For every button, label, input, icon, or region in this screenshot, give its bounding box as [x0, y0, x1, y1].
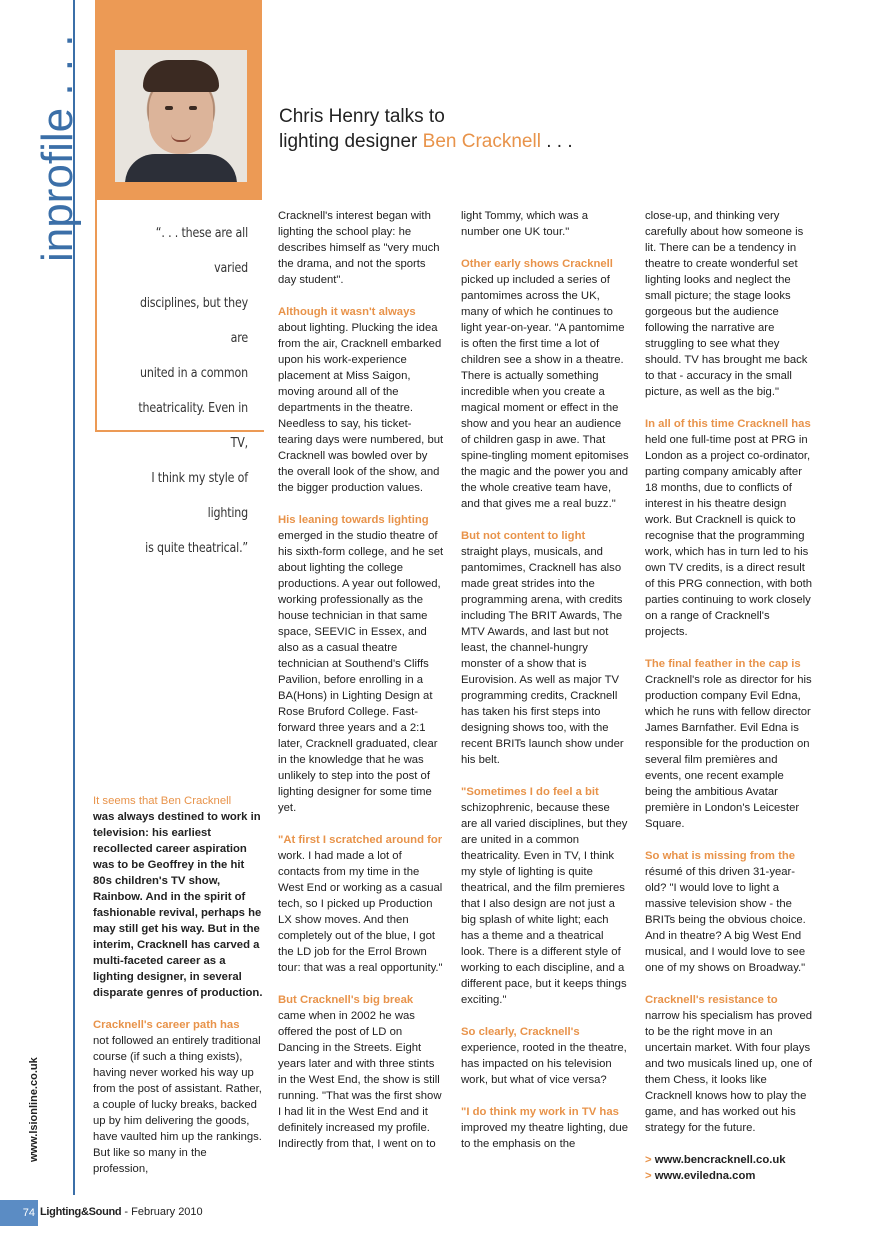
paragraph-body: schizophrenic, because these are all varied disciplines, but they are united in a common theatricality. Even in TV, I think my style of lighting is quite theatrical, and the film premieres that I also design are not just a big splash of white light; each has a theme and a theatrical look. There is a different style of working to each discipline, and a different pace, but it keeps things exciting.": [461, 802, 628, 1006]
paragraph-lead: Cracknell's resistance to: [645, 994, 778, 1006]
sidebar-website-url[interactable]: www.lsionline.co.uk: [28, 1057, 40, 1162]
paragraph-lead: In all of this time Cracknell has: [645, 418, 811, 430]
article-paragraph: close-up, and thinking very carefully about how someone is lit. There can be a tendency in theatre to create wonderful set lighting looks and neglect the small picture; the stage looks gorgeous but the audience following the narrative are struggling to see what they should. TV has brought me back to that - accuracy in the small picture, as well as the big.": [645, 210, 808, 398]
paragraph-body: emerged in the studio theatre of his sixth-form college, and he set about lighting the college productions. A year out followed, working professionally as the house technician in that same space, SEEVIC in Essex, and also as a casual theatre technician at Southend's Cliffs Pavilion, before enrolling in a BA(Hons) in Lighting Design at Rose Bruford College. Fast-forward three years and a 2:1 later, Cracknell graduated, clear in the knowledge that he was unlikely to step into the post of lighting designer for some time yet.: [278, 530, 444, 814]
article-paragraph: [645, 416, 813, 640]
paragraph-lead: Other early shows Cracknell: [461, 258, 613, 270]
page-number: 74: [0, 1200, 38, 1226]
paragraph-body: work. I had made a lot of contacts from my time in the West End or working as a casual tech, so I picked up Production LX show moves. And then completely out of the blue, I got the LD job for the Errol Brown tour: that was a real opportunity.": [278, 850, 443, 974]
pull-quote-line: disciplines, but they are: [139, 295, 248, 346]
article-paragraph: [278, 304, 446, 496]
issue-date: - February 2010: [121, 1206, 203, 1218]
paragraph-lead: "Sometimes I do feel a bit: [461, 786, 599, 798]
link-text[interactable]: www.bencracknell.co.uk: [654, 1154, 786, 1166]
headline-subject-name: Ben Cracknell: [422, 131, 541, 152]
paragraph-lead: His leaning towards lighting: [278, 514, 429, 526]
paragraph-lead: But Cracknell's big break: [278, 994, 414, 1006]
section-label: [33, 34, 82, 262]
paragraph-lead: Although it wasn't always: [278, 306, 416, 318]
section-label-text: inprofile: [33, 107, 82, 262]
pull-quote-line: united in a common: [140, 365, 248, 381]
paragraph-lead: Cracknell's career path has: [93, 1019, 240, 1031]
pull-quote-line: “. . . these are all varied: [155, 225, 248, 276]
paragraph-body: held one full-time post at PRG in London as a project co-ordinator, parting company amicably after 18 months, due to conflicts of interest in his theatre design work. But Cracknell is quick to recognise that the programming work, which has in turn led to his own TV credits, is a direct result of this PRG connection, with both parties continuing to work closely on a range of Cracknell's projects.: [645, 434, 813, 638]
paragraph-lead: So what is missing from the: [645, 850, 796, 862]
article-paragraph: [278, 512, 446, 816]
pull-quote: [133, 216, 248, 566]
article-column-2: [278, 208, 446, 1168]
paragraph-body: was always destined to work in television: his earliest recollected career aspiration was to be Geoffrey in the hit 80s children's TV show, Rainbow. And in the spirit of fashionable revival, perhaps he may still get his way. But in the interim, Cracknell has carved a multi-faceted career as a lighting designer, in several disparate genres of production.: [93, 811, 263, 999]
pull-quote-line: theatricality. Even in TV,: [138, 400, 248, 451]
link-arrow-icon: >: [645, 1154, 652, 1166]
article-paragraph: [461, 256, 629, 512]
article-paragraph: [645, 848, 813, 976]
link-text[interactable]: www.eviledna.com: [654, 1170, 756, 1182]
headline-line1: Chris Henry talks to: [279, 106, 445, 127]
headline-prefix: lighting designer: [279, 131, 423, 152]
article-paragraph: Cracknell's interest began with lighting the school play: he describes himself as "very much the drama, and not the sports day student".: [278, 210, 440, 286]
paragraph-lead: But not content to light: [461, 530, 586, 542]
paragraph-body: came when in 2002 he was offered the post of LD on Dancing in the Streets. Eight years later and with three stints in the West End, the show is still running. "That was the first show I had lit in the West End and it definitely increased my profile. Indirectly from that, I went on to: [278, 1010, 442, 1150]
section-label-dots: . . .: [33, 34, 82, 96]
paragraph-body: experience, rooted in the theatre, has impacted on his television work, but what of vice versa?: [461, 1042, 627, 1086]
paragraph-body: straight plays, musicals, and pantomimes, Cracknell has also made great strides into the programming arena, with credits including The BRIT Awards, The MTV Awards, and last but not least, the channel-hungry monster of a show that is Eurovision. As well as major TV programming credits, Cracknell has taken his first steps into designing shows too, with the recent BRITs launch show under his belt.: [461, 546, 624, 766]
article-paragraph: [461, 1024, 629, 1088]
article-paragraph: light Tommy, which was a number one UK tour.": [461, 210, 589, 238]
pull-quote-box: [95, 200, 264, 556]
article-column-1: [93, 793, 263, 1193]
article-headline: [279, 104, 679, 154]
related-links: [645, 1152, 813, 1184]
paragraph-lead: The final feather in the cap is: [645, 658, 801, 670]
article-paragraph: [461, 528, 629, 768]
paragraph-body: not followed an entirely traditional course (if such a thing exists), having never worked his way up from the post of assistant. Rather, a couple of lucky breaks, backed up by him delivering the goods, have vaulted him up the rankings. But like so many in the profession,: [93, 1035, 262, 1175]
pull-quote-line: is quite theatrical.”: [145, 540, 248, 556]
article-paragraph: [645, 992, 813, 1136]
paragraph-lead: "At first I scratched around for: [278, 834, 443, 846]
paragraph-body: résumé of this driven 31-year-old? "I would love to light a massive television show - the BRITs being the obvious choice. And in theatre? A big West End musical, and I would love to see one of my shows on Broadway.": [645, 866, 806, 974]
article-paragraph: [461, 1104, 629, 1152]
link-eviledna[interactable]: [645, 1168, 813, 1184]
paragraph-body: picked up included a series of pantomimes across the UK, many of which he continues to light year-on-year. "A pantomime is often the first time a lot of children see a show in a theatre. There is actually something incredible when you create a magical moment or effect in the show and you hear an audience of children gasp in awe. That spine-tingling moment epitomises the magic and the power you and the whole creative team have, and that gives me a real buzz.": [461, 274, 629, 510]
article-paragraph: [461, 784, 629, 1008]
paragraph-lead: So clearly, Cracknell's: [461, 1026, 580, 1038]
pull-quote-line: I think my style of lighting: [151, 470, 248, 521]
link-bencracknell[interactable]: [645, 1152, 813, 1168]
paragraph-body: narrow his specialism has proved to be the right move in an uncertain market. With four plays and two musicals lined up, one of them Chess, it looks like Cracknell knows how to play the game, and has worked out his strategy for the future.: [645, 1010, 813, 1134]
link-arrow-icon: >: [645, 1170, 652, 1182]
paragraph-body: about lighting. Plucking the idea from the air, Cracknell embarked upon his work-experience placement at Miss Saigon, moving around all of the departments in the theatre. Needless to say, his ticket-tearing days were numbered, but Cracknell was bowled over by the overall look of the show, and the bigger production values.: [278, 322, 444, 494]
footer-credit: [40, 1206, 203, 1218]
article-column-4: [645, 208, 813, 1184]
article-column-3: [461, 208, 629, 1168]
article-paragraph: [278, 992, 446, 1152]
article-paragraph: [278, 832, 446, 976]
paragraph-body: improved my theatre lighting, due to the emphasis on the: [461, 1122, 629, 1150]
article-paragraph: [645, 656, 813, 832]
paragraph-lead: "I do think my work in TV has: [461, 1106, 619, 1118]
portrait-photo: [115, 50, 247, 182]
article-paragraph: [93, 793, 263, 1001]
paragraph-lead: It seems that Ben Cracknell: [93, 795, 232, 807]
paragraph-body: Cracknell's role as director for his production company Evil Edna, which he runs with fellow director James Barnfather. Evil Edna is responsible for the production on several film premières and events, one recent example being the ambitious Avatar première in London's Leicester Square.: [645, 674, 812, 830]
headline-line2: [279, 129, 679, 154]
magazine-brand: Lighting&Sound: [40, 1206, 122, 1218]
headline-suffix: . . .: [540, 131, 573, 152]
article-paragraph: [93, 1017, 263, 1177]
